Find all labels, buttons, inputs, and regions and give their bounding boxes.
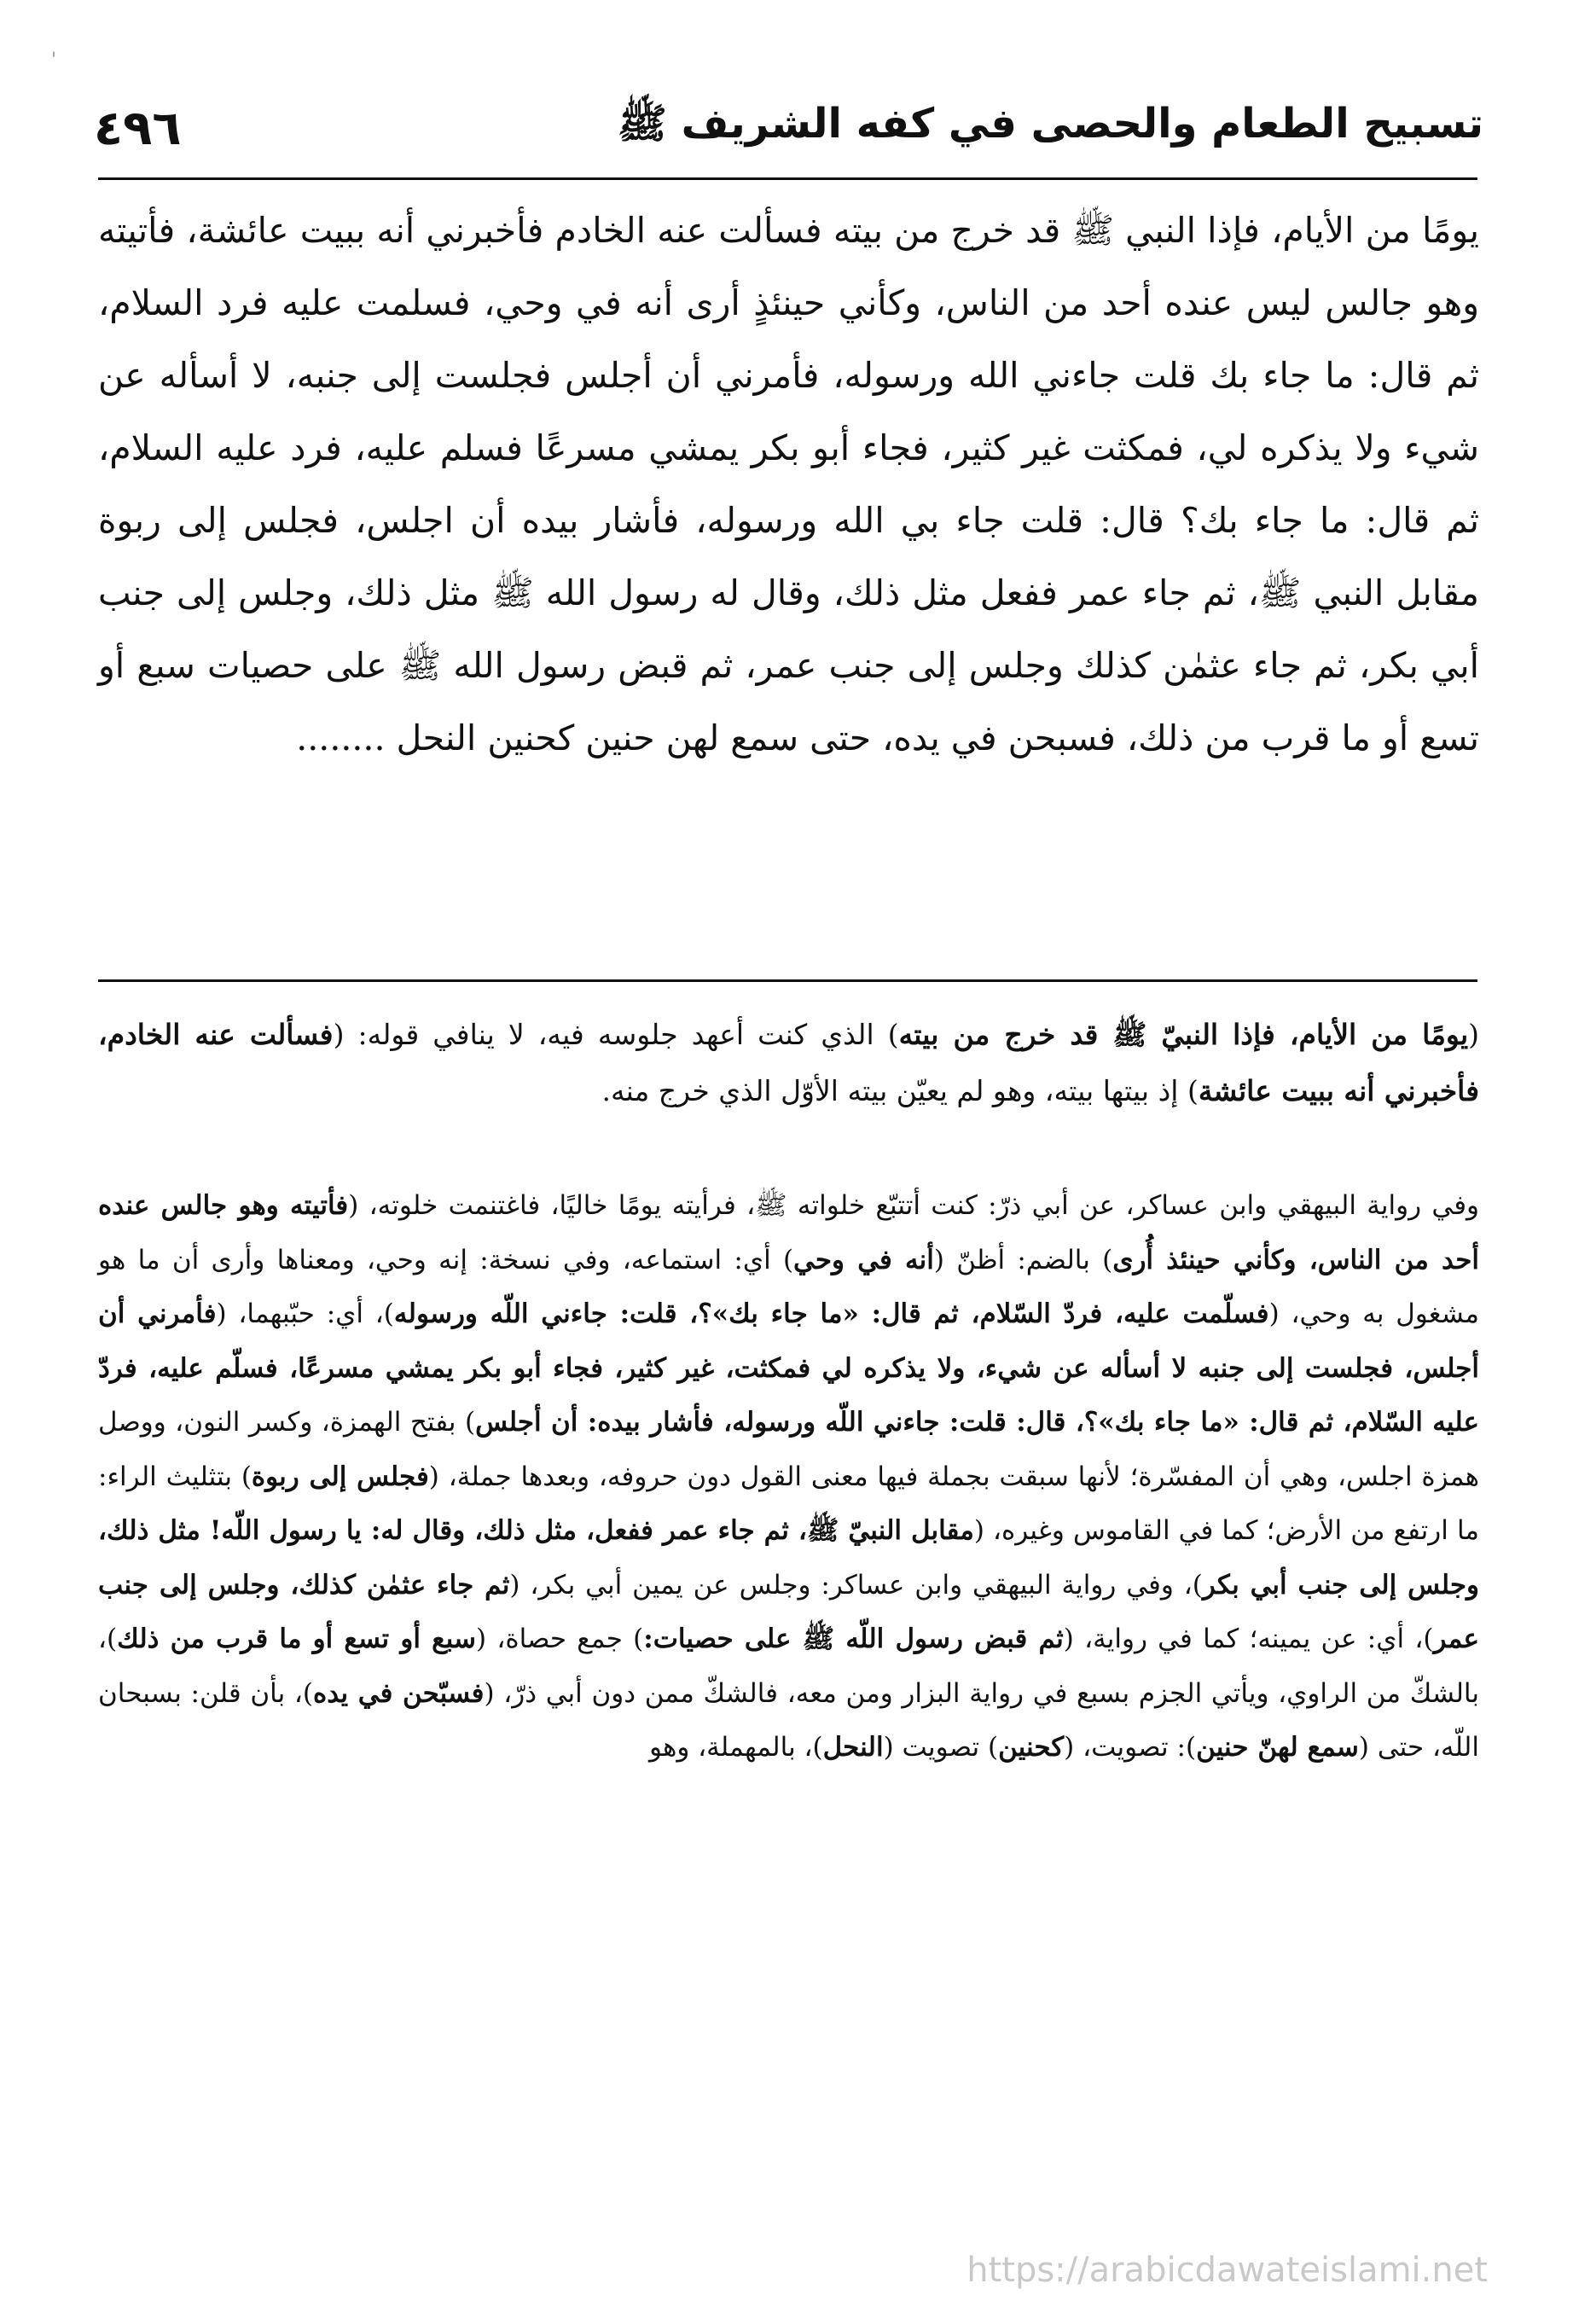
commentary-block [98,1007,1479,1775]
quoted-text: النحل [822,1732,884,1763]
commentary-text: ): تصويت، ( [1064,1732,1197,1763]
quoted-text: سبع أو تسع أو ما قرب من ذلك [117,1624,476,1654]
commentary-text: ) الذي كنت أعهد جلوسه فيه، لا ينافي قوله: ( [333,1018,899,1051]
commentary-paragraph-2 [98,1179,1479,1775]
quoted-text: فسبّحن في يده [312,1677,485,1709]
quoted-text: ثم قبض رسول اللّه ﷺ على حصيات: [643,1624,1064,1654]
header-rule [98,177,1477,180]
quoted-text: فسلّمت عليه، فردّ السّلام، ثم قال: «ما جاء بك»؟، قلت: جاءني اللّه ورسوله [393,1299,1269,1329]
commentary-text: ) تصويت ( [883,1732,999,1763]
commentary-text: ) أي: استماعه، وفي نسخة: إنه وحي، ومعناها وأرى أن ما هو مشغول به وحي، ( [98,1244,1479,1329]
commentary-text: وفي رواية البيهقي وابن عساكر، عن أبي ذرّ: كنت أتتبّع خلواته ﷺ، فرأيته يومًا خاليًا، فاغتنمت خلوته، ( [348,1190,1479,1221]
quoted-text: فأمرني أن أجلس، فجلست إلى جنبه لا أسأله عن شيء، ولا يذكره لي فمكثت، غير كثير، فجاء أبو بكر يمشي مسرعًا، فسلّم عليه، فردّ عليه السّلام، ثم قال: «ما جاء بك»؟، قال: قلت: جاءني اللّه ورسوله، فأشار بيده: أن أجلس [98,1299,1480,1438]
quoted-text: فأتيته وهو جالس عنده أحد من الناس، وكأني حينئذ أُرى [98,1190,1480,1275]
quoted-text: كحنين [998,1732,1065,1763]
commentary-paragraph-1 [98,1007,1479,1119]
footnote-separator [98,979,1477,982]
commentary-text: )، بالمهملة، وهو [648,1732,823,1763]
scan-mark: ' [51,49,57,71]
commentary-text: ) بتثليث الراء: ما ارتفع من الأرض؛ كما في القاموس وغيره، ( [98,1461,1480,1546]
commentary-text: )، أي: حبّبهما، ( [216,1299,394,1329]
quoted-text: مقابل النبيّ ﷺ، ثم جاء عمر ففعل، مثل ذلك، وقال له: يا رسول اللّه! مثل ذلك، وجلس إلى جنب أبي بكر [98,1515,1480,1601]
main-text-paragraph [98,195,1479,775]
punct: ( [1468,1018,1479,1051]
page-number: ٤٩٦ [94,100,182,156]
page-header [94,90,1483,166]
quoted-text: أنه في وحي [793,1244,934,1275]
commentary-text: )، أي: عن يمينه؛ كما في رواية، ( [1063,1624,1434,1654]
running-title: تسبيح الطعام والحصى في كفه الشريف ﷺ [617,99,1483,148]
commentary-text: )، بأن قلن: بسبحان اللّه، حتى ( [98,1677,1479,1763]
commentary-text: )، وفي رواية البيهقي وابن عساكر: وجلس عن يمين أبي بكر، ( [509,1569,1203,1601]
commentary-text: ) جمع حصاة، ( [475,1624,644,1654]
quoted-text: ثم جاء عثمٰن كذلك، وجلس إلى جنب عمر [98,1569,1480,1654]
commentary-text: )، بالشكّ من الراوي، ويأتي الجزم بسبع في رواية البزار ومن معه، فالشكّ ممن دون أبي ذرّ، ( [98,1624,1479,1709]
commentary-text: ) إذ بيتها بيته، وهو لم يعيّن بيته الأوّل الذي خرج منه. [601,1074,1199,1107]
commentary-text: ) بالضم: أظنّ ( [933,1244,1113,1275]
quoted-text: سمع لهنّ حنين [1196,1732,1359,1763]
quoted-text: فجلس إلى ربوة [251,1461,429,1492]
commentary-text: ) بفتح الهمزة، وكسر النون، ووصل همزة اجلس، وهي أن المفسّرة؛ لأنها سبقت بجملة فيها معنى القول دون حروفه، وبعدها جملة، ( [98,1407,1480,1492]
quoted-text: يومًا من الأيام، فإذا النبيّ ﷺ قد خرج من بيته [898,1018,1469,1051]
quoted-text: فسألت عنه الخادم، فأخبرني أنه ببيت عائشة [98,1018,1479,1107]
watermark-url: https://arabicdawateislami.net [966,2251,1488,2290]
main-text-body: يومًا من الأيام، فإذا النبي ﷺ قد خرج من بيته فسألت عنه الخادم فأخبرني أنه ببيت عائشة، فأتيته وهو جالس ليس عنده أحد من الناس، وكأني حينئذٍ أرى أنه في وحي، فسلمت عليه فرد السلام، ثم قال: ما جاء بك قلت جاءني الله ورسوله، فأمرني أن أجلس فجلست إلى جنبه، لا أسأله عن شيء ولا يذكره لي، فمكثت غير كثير، فجاء أبو بكر يمشي مسرعًا فسلم عليه، فرد عليه السلام، ثم قال: ما جاء بك؟ قال: قلت جاء بي الله ورسوله، فأشار بيده أن اجلس، فجلس إلى ربوة مقابل النبي ﷺ، ثم جاء عمر ففعل مثل ذلك، وقال له رسول الله ﷺ مثل ذلك، وجلس إلى جنب أبي بكر، ثم جاء عثمٰن كذلك وجلس إلى جنب عمر، ثم قبض رسول الله ﷺ على حصيات سبع أو تسع أو ما قرب من ذلك، فسبحن في يده، حتى سمع لهن حنين كحنين النحل [98,210,1479,758]
ellipsis: ........ [296,718,386,758]
main-text-block [98,195,1479,775]
